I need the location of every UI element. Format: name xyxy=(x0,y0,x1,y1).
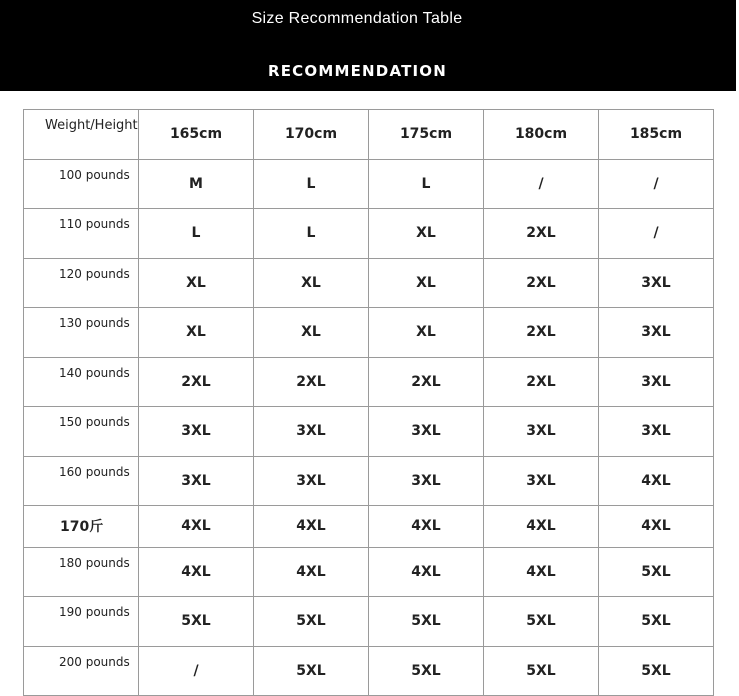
table-row xyxy=(24,407,714,457)
weight-label: 100 pounds xyxy=(24,159,139,209)
size-cell: 4XL xyxy=(139,547,254,597)
size-cell: 5XL xyxy=(599,547,714,597)
table-row xyxy=(24,209,714,259)
size-cell: 4XL xyxy=(369,547,484,597)
size-cell: 2XL xyxy=(139,357,254,407)
weight-label: 130 pounds xyxy=(24,308,139,358)
size-cell: 4XL xyxy=(599,456,714,506)
weight-label: 150 pounds xyxy=(24,407,139,457)
table-row xyxy=(24,258,714,308)
size-cell: XL xyxy=(369,308,484,358)
size-cell: M xyxy=(139,159,254,209)
size-cell: 2XL xyxy=(369,357,484,407)
size-cell: 5XL xyxy=(254,646,369,696)
size-cell: 5XL xyxy=(139,597,254,647)
weight-label: 120 pounds xyxy=(24,258,139,308)
size-cell: L xyxy=(369,159,484,209)
size-cell: XL xyxy=(254,258,369,308)
size-cell: 5XL xyxy=(369,597,484,647)
size-cell: 3XL xyxy=(139,407,254,457)
size-cell: 3XL xyxy=(599,407,714,457)
section-subtitle: RECOMMENDATION xyxy=(267,62,448,80)
size-cell: 2XL xyxy=(484,258,599,308)
size-cell: 3XL xyxy=(599,357,714,407)
size-cell: 3XL xyxy=(254,456,369,506)
size-cell: 4XL xyxy=(254,506,369,548)
height-header: 170cm xyxy=(254,110,369,160)
size-cell: XL xyxy=(369,209,484,259)
corner-label: Weight/Height xyxy=(24,110,139,160)
table-body xyxy=(24,110,714,696)
height-header: 175cm xyxy=(369,110,484,160)
size-recommendation-table xyxy=(23,109,714,696)
page-title: Size Recommendation Table xyxy=(251,10,463,27)
weight-label: 110 pounds xyxy=(24,209,139,259)
size-cell: XL xyxy=(369,258,484,308)
size-cell: 4XL xyxy=(369,506,484,548)
size-cell: 5XL xyxy=(254,597,369,647)
weight-label: 190 pounds xyxy=(24,597,139,647)
size-cell: 3XL xyxy=(599,258,714,308)
size-cell: / xyxy=(139,646,254,696)
size-cell: XL xyxy=(254,308,369,358)
size-cell: 3XL xyxy=(599,308,714,358)
table-row xyxy=(24,547,714,597)
size-cell: L xyxy=(139,209,254,259)
size-cell: 5XL xyxy=(369,646,484,696)
height-header: 185cm xyxy=(599,110,714,160)
size-cell: / xyxy=(484,159,599,209)
size-cell: 4XL xyxy=(484,547,599,597)
size-cell: 5XL xyxy=(484,597,599,647)
size-cell: 2XL xyxy=(484,308,599,358)
size-cell: 5XL xyxy=(599,597,714,647)
table-row xyxy=(24,646,714,696)
size-cell: 2XL xyxy=(484,209,599,259)
height-header: 165cm xyxy=(139,110,254,160)
size-cell: 3XL xyxy=(369,407,484,457)
size-cell: 2XL xyxy=(254,357,369,407)
table-row xyxy=(24,159,714,209)
size-cell: / xyxy=(599,159,714,209)
weight-label: 140 pounds xyxy=(24,357,139,407)
size-cell: 4XL xyxy=(139,506,254,548)
size-cell: 3XL xyxy=(254,407,369,457)
size-cell: 5XL xyxy=(599,646,714,696)
size-cell: 3XL xyxy=(139,456,254,506)
size-cell: 3XL xyxy=(369,456,484,506)
table-row xyxy=(24,597,714,647)
table-row xyxy=(24,308,714,358)
size-cell: XL xyxy=(139,308,254,358)
table-row xyxy=(24,357,714,407)
table-row xyxy=(24,506,714,548)
size-cell: 4XL xyxy=(484,506,599,548)
size-cell: 5XL xyxy=(484,646,599,696)
weight-label: 200 pounds xyxy=(24,646,139,696)
header-banner xyxy=(0,0,736,91)
size-cell: 4XL xyxy=(599,506,714,548)
size-cell: L xyxy=(254,159,369,209)
size-cell: 2XL xyxy=(484,357,599,407)
size-cell: L xyxy=(254,209,369,259)
table-row xyxy=(24,456,714,506)
size-cell: 3XL xyxy=(484,407,599,457)
size-cell: 3XL xyxy=(484,456,599,506)
size-cell: 4XL xyxy=(254,547,369,597)
weight-label: 160 pounds xyxy=(24,456,139,506)
size-cell: / xyxy=(599,209,714,259)
weight-label: 170斤 xyxy=(24,506,139,548)
size-cell: XL xyxy=(139,258,254,308)
table-header-row xyxy=(24,110,714,160)
height-header: 180cm xyxy=(484,110,599,160)
weight-label: 180 pounds xyxy=(24,547,139,597)
